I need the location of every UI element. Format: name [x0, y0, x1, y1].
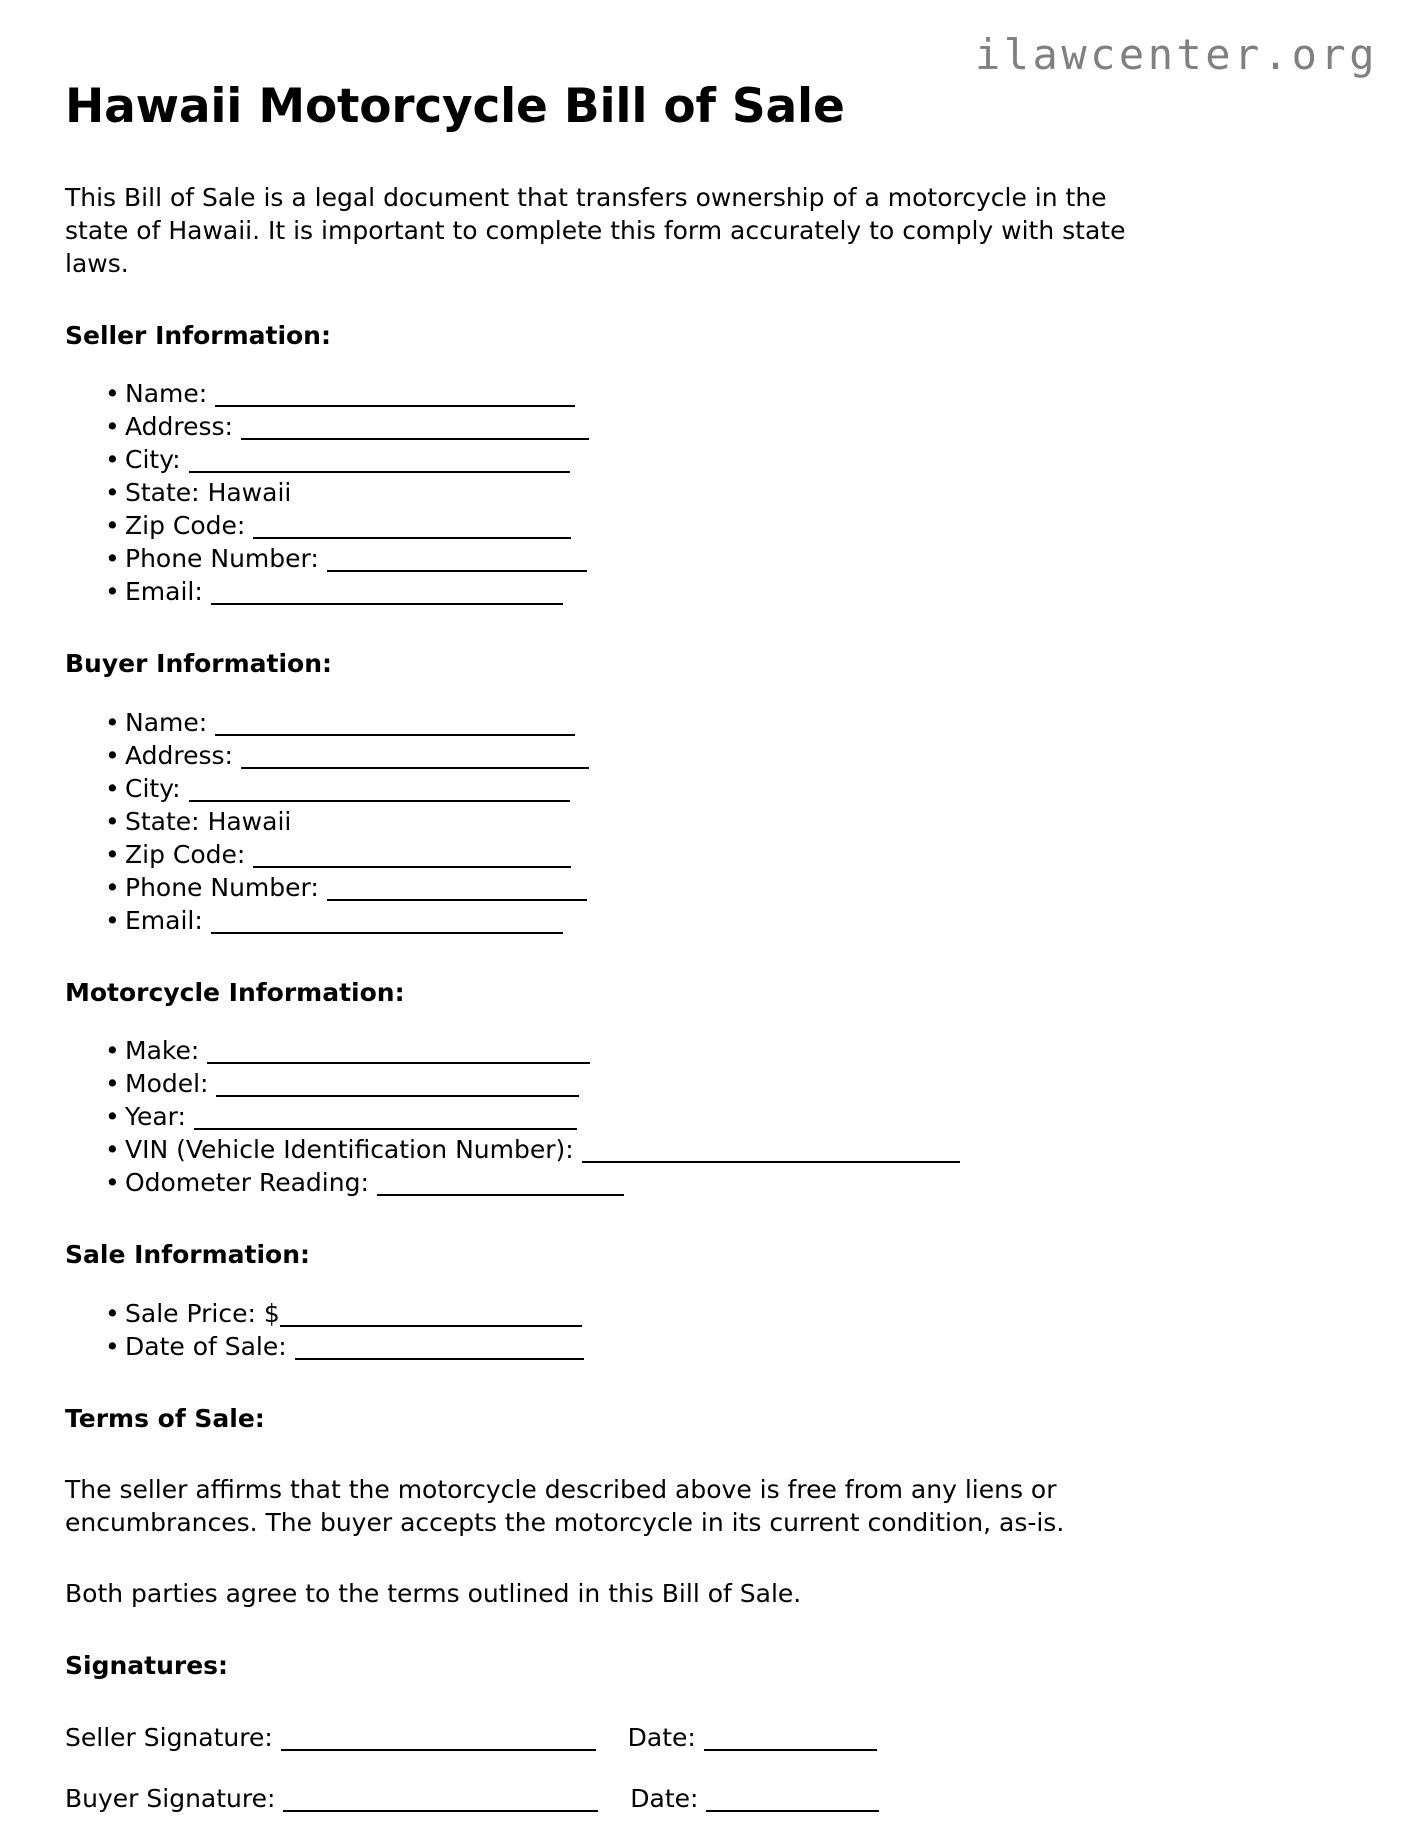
seller-date-blank[interactable]	[704, 1730, 877, 1751]
signatures-heading: Signatures:	[65, 1651, 229, 1681]
seller-signature-label: Seller Signature:	[65, 1722, 273, 1752]
field-label: Zip Code:	[125, 839, 246, 869]
buyer-signature-row	[65, 1782, 1135, 1815]
list-item	[65, 1330, 1135, 1363]
list-item	[65, 739, 1135, 772]
field-label: Make:	[125, 1036, 200, 1066]
list-item	[65, 772, 1135, 805]
motorcycle-year-blank[interactable]	[194, 1109, 577, 1130]
field-label: Date of Sale:	[125, 1331, 287, 1361]
field-label: Phone Number:	[125, 872, 319, 902]
terms-paragraph-two: Both parties agree to the terms outlined in this Bill of Sale.	[65, 1579, 802, 1609]
field-label: State:	[125, 806, 200, 836]
motorcycle-odometer-blank[interactable]	[377, 1175, 624, 1196]
page-title: Hawaii Motorcycle Bill of Sale	[65, 79, 845, 134]
sale-information-heading: Sale Information:	[65, 1240, 310, 1270]
field-label: City:	[125, 773, 181, 803]
motorcycle-information-heading: Motorcycle Information:	[65, 977, 405, 1007]
sale-date-blank[interactable]	[295, 1339, 584, 1360]
list-item	[65, 377, 1135, 410]
buyer-date-blank[interactable]	[706, 1791, 879, 1812]
terms-paragraph-one: The seller affirms that the motorcycle described above is free from any liens or encumbrances. The buyer accepts the motorcycle in its current condition, as-is.	[65, 1475, 1065, 1538]
seller-name-blank[interactable]	[215, 386, 575, 407]
field-value: Hawaii	[207, 806, 292, 836]
field-label: Odometer Reading:	[125, 1168, 369, 1198]
seller-signature-blank[interactable]	[281, 1730, 596, 1751]
field-label: Sale Price: $	[125, 1298, 280, 1328]
document-content	[65, 78, 1135, 1815]
buyer-address-blank[interactable]	[241, 748, 589, 769]
field-label: Model:	[125, 1069, 209, 1099]
seller-city-blank[interactable]	[189, 452, 570, 473]
field-label: Address:	[125, 740, 233, 770]
terms-of-sale-heading: Terms of Sale:	[65, 1403, 265, 1433]
buyer-name-blank[interactable]	[215, 715, 575, 736]
list-item	[65, 1297, 1135, 1330]
field-label: Name:	[125, 379, 208, 409]
buyer-phone-blank[interactable]	[327, 880, 587, 901]
buyer-email-blank[interactable]	[211, 913, 563, 934]
list-item	[65, 509, 1135, 542]
buyer-signature-label: Buyer Signature:	[65, 1783, 276, 1813]
buyer-signature-blank[interactable]	[283, 1791, 598, 1812]
field-label: Address:	[125, 412, 233, 442]
buyer-date-label: Date:	[630, 1783, 699, 1813]
list-item	[65, 871, 1135, 904]
list-item	[65, 838, 1135, 871]
field-value: Hawaii	[207, 478, 292, 508]
list-item	[65, 1067, 1135, 1100]
buyer-zip-blank[interactable]	[253, 847, 571, 868]
intro-paragraph: This Bill of Sale is a legal document that transfers ownership of a motorcycle in the state of Hawaii. It is important to complete this form accurately to comply with state laws.	[65, 182, 1126, 278]
list-item	[65, 575, 1135, 608]
buyer-field-list	[65, 706, 1135, 937]
field-label: City:	[125, 445, 181, 475]
seller-date-label: Date:	[627, 1722, 696, 1752]
list-item	[65, 1100, 1135, 1133]
list-item	[65, 706, 1135, 739]
motorcycle-vin-blank[interactable]	[582, 1142, 960, 1163]
field-label: Name:	[125, 707, 208, 737]
list-item	[65, 443, 1135, 476]
field-label: Year:	[125, 1102, 186, 1132]
site-watermark: ilawcenter.org	[974, 30, 1378, 79]
list-item	[65, 410, 1135, 443]
field-label: VIN (Vehicle Identification Number):	[125, 1135, 574, 1165]
seller-email-blank[interactable]	[211, 584, 563, 605]
motorcycle-model-blank[interactable]	[216, 1076, 579, 1097]
list-item	[65, 1034, 1135, 1067]
seller-zip-blank[interactable]	[253, 518, 571, 539]
field-label: Zip Code:	[125, 511, 246, 541]
sale-field-list	[65, 1297, 1135, 1363]
seller-field-list	[65, 377, 1135, 608]
seller-address-blank[interactable]	[241, 419, 589, 440]
sale-price-blank[interactable]	[280, 1306, 582, 1327]
motorcycle-make-blank[interactable]	[207, 1043, 590, 1064]
field-label: Phone Number:	[125, 544, 319, 574]
buyer-city-blank[interactable]	[189, 781, 570, 802]
motorcycle-field-list	[65, 1034, 1135, 1199]
seller-signature-row	[65, 1721, 1135, 1754]
field-label: Email:	[125, 905, 203, 935]
field-label: State:	[125, 478, 200, 508]
list-item	[65, 1166, 1135, 1199]
list-item	[65, 476, 1135, 509]
seller-phone-blank[interactable]	[327, 551, 587, 572]
field-label: Email:	[125, 577, 203, 607]
list-item	[65, 805, 1135, 838]
seller-information-heading: Seller Information:	[65, 320, 331, 350]
signature-block	[65, 1721, 1135, 1815]
list-item	[65, 904, 1135, 937]
list-item	[65, 542, 1135, 575]
buyer-information-heading: Buyer Information:	[65, 649, 333, 679]
list-item	[65, 1133, 1135, 1166]
